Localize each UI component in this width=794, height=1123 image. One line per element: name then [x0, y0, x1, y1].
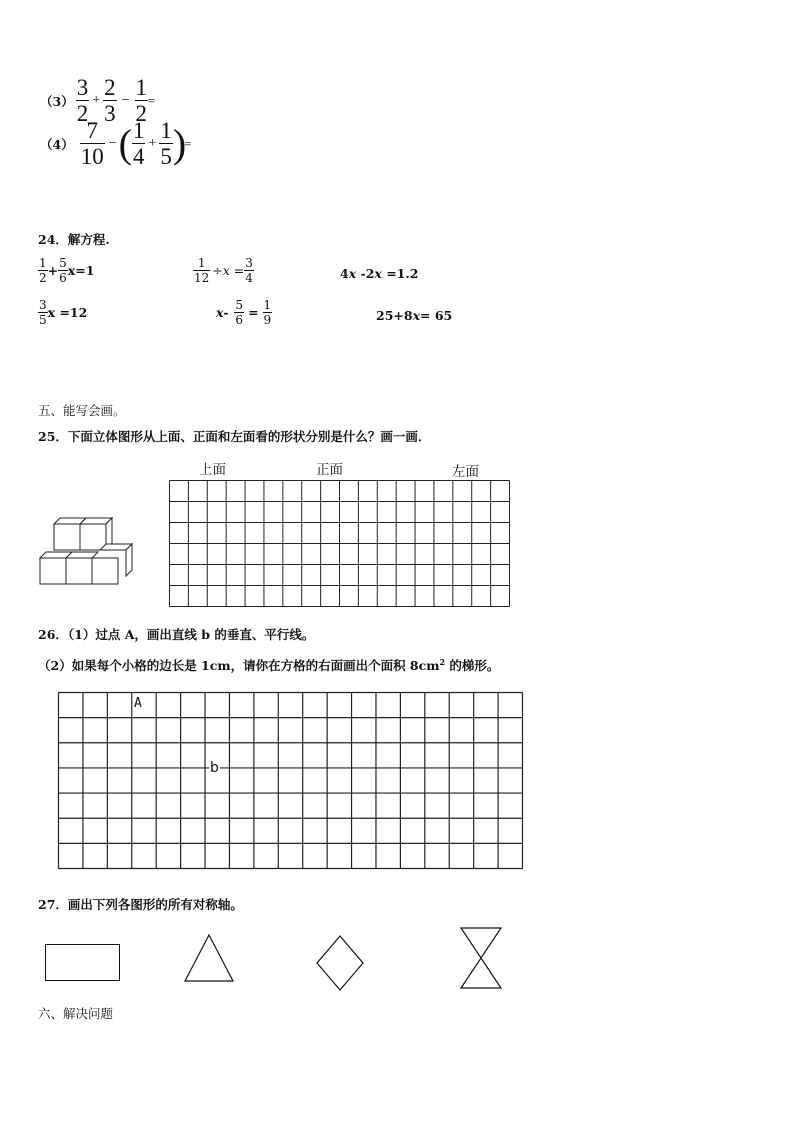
q24-equation-5	[216, 299, 272, 326]
q24-equation-2	[193, 257, 254, 284]
denominator: 5	[160, 144, 172, 169]
q24-equation-6	[376, 308, 452, 323]
variable-x: x	[348, 266, 357, 281]
view-label-front: 正面	[316, 462, 343, 478]
q24-equation-1	[38, 257, 94, 284]
q26-part2-text: （2）如果每个小格的边长是 1cm，请你在方格的右面画出个面积 8cm	[38, 658, 440, 673]
fraction	[103, 76, 117, 125]
coefficient: 4	[340, 266, 349, 281]
x-minus: x-	[216, 305, 229, 320]
rectangle-shape[interactable]	[45, 944, 121, 982]
equation-rest: = 65	[420, 308, 453, 323]
minus-sign: −	[108, 135, 117, 151]
rhombus-shape[interactable]	[315, 934, 365, 992]
fraction	[38, 257, 48, 284]
q23-part4-number: （4）	[40, 136, 74, 152]
plus-sign: +	[148, 135, 157, 151]
fraction	[58, 257, 68, 284]
variable-x: x	[374, 266, 382, 281]
left-paren: (	[118, 120, 132, 166]
denominator: 9	[263, 313, 272, 327]
equals-sign: =	[148, 92, 156, 108]
q27-title: 27．画出下列各图形的所有对称轴。	[38, 897, 243, 912]
q26-part1: 26．（1）过点 A，画出直线 b 的垂直、平行线。	[38, 627, 315, 642]
denominator: 12	[194, 271, 210, 285]
denominator: 2	[39, 271, 47, 285]
numerator: 3	[76, 75, 89, 100]
fraction	[132, 119, 146, 168]
fraction	[159, 119, 173, 168]
term: -2	[356, 266, 375, 281]
equation-rest: =1.2	[381, 266, 419, 281]
plus-sign: +	[92, 92, 101, 108]
fraction	[80, 119, 105, 168]
equation-rest: x =12	[47, 305, 88, 320]
fraction	[38, 299, 48, 326]
cube-solid-figure	[38, 518, 138, 590]
q23-part4	[40, 119, 192, 168]
numerator: 1	[197, 256, 206, 270]
equals-sign: =	[248, 305, 259, 320]
line-b-label: b	[210, 760, 219, 776]
numerator: 1	[135, 75, 148, 100]
term: 25+8	[376, 308, 413, 323]
q24-title: 24．解方程.	[38, 232, 110, 247]
denominator: 6	[59, 271, 67, 285]
variable-x: x	[412, 308, 421, 323]
numerator: 3	[245, 256, 253, 270]
q24-equation-4	[38, 299, 87, 326]
q26-part2-text-end: 的梯形。	[445, 658, 500, 673]
denominator: 10	[80, 144, 104, 169]
section-5-title: 五、能写会画。	[38, 403, 126, 418]
superscript: 2	[439, 656, 446, 667]
numerator: 5	[235, 298, 244, 312]
plus-sign: +	[47, 263, 59, 278]
right-paren: )	[172, 120, 187, 166]
q26-drawing-grid[interactable]	[58, 692, 524, 870]
denominator: 4	[132, 144, 145, 169]
view-label-top: 上面	[199, 462, 226, 478]
q23-part3-number: （3）	[40, 93, 74, 109]
q24-equation-3	[340, 266, 418, 281]
numerator: 1	[39, 256, 47, 270]
fraction	[263, 299, 273, 326]
divide-x-equals: ÷x =	[212, 263, 245, 278]
fraction	[244, 257, 254, 284]
numerator: 1	[263, 298, 272, 312]
numerator: 3	[39, 298, 47, 312]
denominator: 3	[104, 101, 116, 126]
q25-drawing-grid[interactable]	[169, 480, 511, 608]
numerator: 5	[59, 256, 67, 270]
numerator: 2	[104, 75, 116, 100]
equals-sign: =	[184, 135, 192, 151]
equation-rest: x=1	[67, 263, 95, 278]
fraction	[193, 257, 210, 284]
hourglass-shape[interactable]	[459, 926, 503, 990]
q26-part2	[38, 656, 499, 674]
numerator: 1	[160, 118, 172, 143]
denominator: 4	[245, 271, 253, 285]
fraction	[234, 299, 244, 326]
denominator: 5	[39, 313, 47, 327]
numerator: 1	[132, 118, 145, 143]
minus-sign: −	[121, 92, 130, 108]
section-6-title: 六、解决问题	[38, 1006, 114, 1021]
q25-title: 25．下面立体图形从上面、正面和左面看的形状分别是什么？画一画．	[38, 429, 431, 444]
numerator: 7	[86, 118, 98, 143]
denominator: 2	[135, 101, 148, 126]
triangle-shape[interactable]	[183, 933, 235, 983]
view-label-left: 左面	[452, 464, 479, 480]
point-a-label: A	[134, 696, 142, 711]
denominator: 2	[76, 101, 89, 126]
denominator: 6	[235, 313, 244, 327]
